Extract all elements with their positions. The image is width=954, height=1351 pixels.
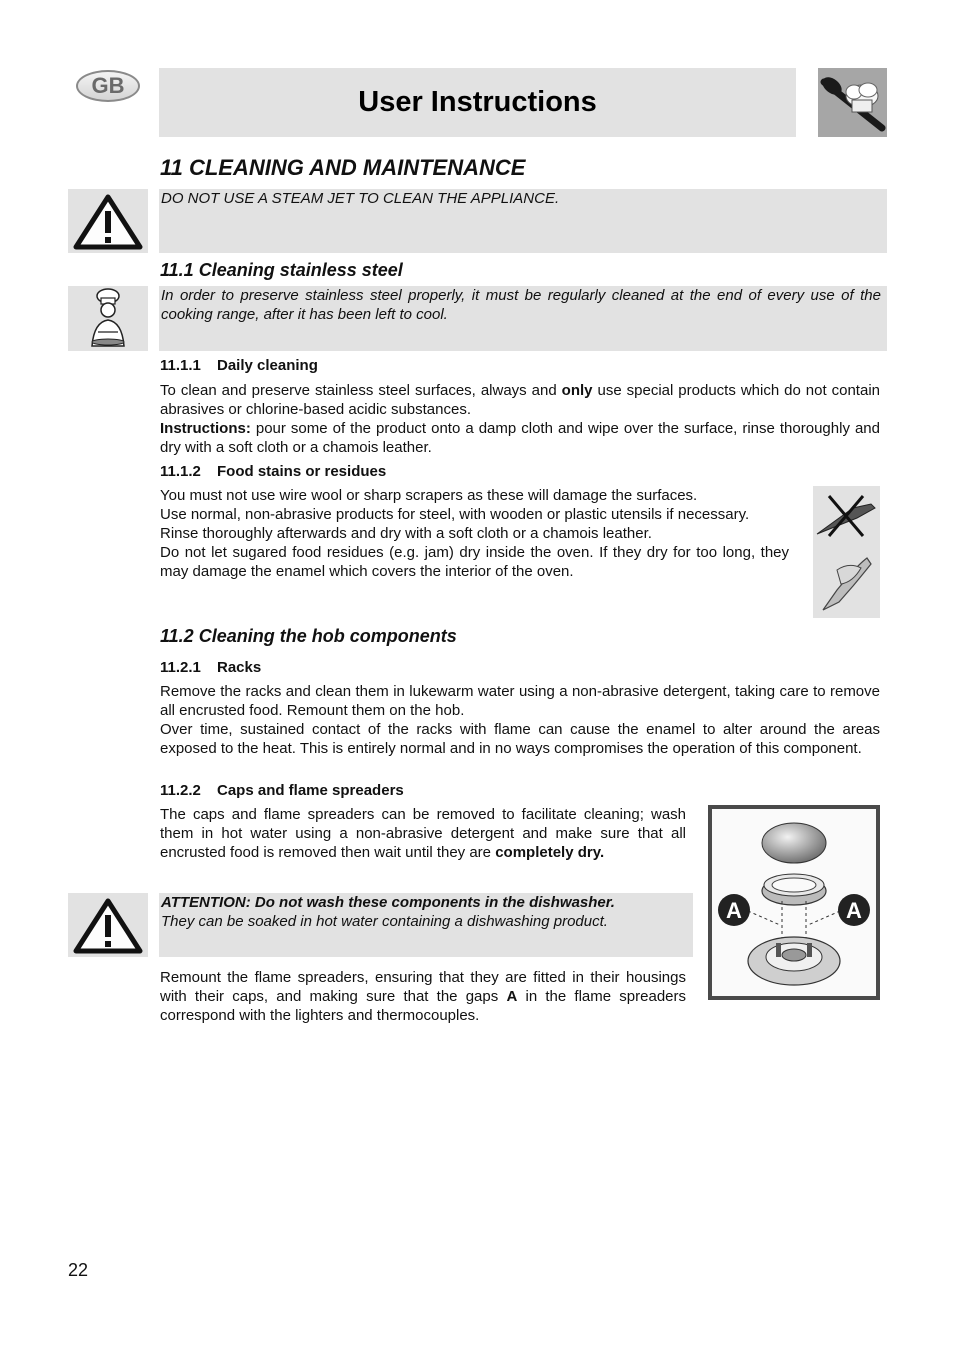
daily-cleaning-body bbox=[160, 381, 880, 457]
chef-hat-spoon-icon bbox=[818, 68, 887, 137]
attention-text: They can be soaked in hot water containing a dishwashing product. bbox=[161, 913, 608, 930]
chef-icon bbox=[68, 286, 148, 351]
paragraph: Use normal, non-abrasive products for steel, with wooden or plastic utensils if necessary. bbox=[160, 506, 750, 523]
page-title: User Instructions bbox=[358, 86, 597, 118]
stainless-note-text: In order to preserve stainless steel properly, it must be regularly cleaned at the end of every use of the cooking range, after it has been left to cool. bbox=[161, 287, 881, 323]
heading-racks bbox=[160, 659, 261, 676]
heading-number: 11.1.1 bbox=[160, 357, 201, 374]
caps-body bbox=[160, 805, 686, 862]
text-run: The caps and flame spreaders can be removed to facilitate cleaning; wash them in hot water using a non-abrasive detergent and make sure that all encrusted food is removed then wait until they are bbox=[160, 806, 686, 861]
text-run: pour some of the product onto a damp cloth and wipe over the surface, rinse thoroughly and dry with a soft cloth or a chamois leather. bbox=[160, 420, 880, 456]
page-number: 22 bbox=[68, 1260, 89, 1280]
heading-text: Daily cleaning bbox=[217, 357, 318, 374]
subsection-title-stainless: 11.1 Cleaning stainless steel bbox=[160, 260, 403, 280]
remount-body bbox=[160, 968, 686, 1025]
paragraph: Over time, sustained contact of the racks with flame can cause the enamel to alter around the areas exposed to the heat. This is entirely normal and in no ways compromises the operation of this component. bbox=[160, 721, 880, 757]
heading-number: 11.2.1 bbox=[160, 659, 201, 676]
steam-warning-text: DO NOT USE A STEAM JET TO CLEAN THE APPLIANCE. bbox=[161, 190, 560, 207]
warning-icon bbox=[68, 189, 148, 253]
gap-label-right: A bbox=[846, 898, 862, 923]
text-run: in the flame spreaders correspond with the lighters and thermocouples. bbox=[160, 988, 686, 1024]
racks-body bbox=[160, 682, 880, 758]
language-badge: GB bbox=[76, 70, 140, 102]
subsection-title-hob: 11.2 Cleaning the hob components bbox=[160, 626, 457, 646]
heading-text: Caps and flame spreaders bbox=[217, 782, 404, 799]
warning-icon bbox=[68, 893, 148, 957]
paragraph: You must not use wire wool or sharp scrapers as these will damage the surfaces. bbox=[160, 487, 698, 504]
bold-run: completely dry. bbox=[495, 844, 605, 861]
heading-number: 11.2.2 bbox=[160, 782, 201, 799]
paragraph bbox=[160, 419, 880, 457]
heading-text: Racks bbox=[217, 659, 262, 676]
gap-label-left: A bbox=[726, 898, 742, 923]
burner-diagram bbox=[708, 805, 880, 1000]
section-title: 11 CLEANING AND MAINTENANCE bbox=[160, 155, 526, 180]
attention-title: ATTENTION: Do not wash these components in the dishwasher. bbox=[161, 894, 615, 911]
heading-caps bbox=[160, 782, 404, 799]
bold-run: A bbox=[506, 988, 518, 1005]
text-run: Remount the flame spreaders, ensuring that they are fitted in their housings with their caps, and making sure that the gaps bbox=[160, 969, 686, 1005]
bold-run: only bbox=[561, 382, 593, 399]
text-run: To clean and preserve stainless steel surfaces, always and bbox=[160, 382, 562, 399]
paragraph bbox=[160, 805, 686, 862]
paragraph: Remove the racks and clean them in lukewarm water using a non-abrasive detergent, taking care to remove all encrusted food. Remount them on the hob. bbox=[160, 683, 880, 719]
stainless-note bbox=[159, 286, 887, 351]
heading-number: 11.1.2 bbox=[160, 463, 201, 480]
heading-food-stains bbox=[160, 463, 386, 480]
dishwasher-attention-note bbox=[159, 893, 693, 957]
food-stains-body bbox=[160, 486, 789, 581]
heading-text: Food stains or residues bbox=[217, 463, 387, 480]
heading-daily-cleaning bbox=[160, 357, 318, 374]
header-band bbox=[159, 68, 796, 137]
paragraph: Do not let sugared food residues (e.g. jam) dry inside the oven. If they dry for too long, they may damage the enamel which covers the interior of the oven. bbox=[160, 544, 789, 580]
text-run: use special products which do not contain abrasives or chlorine-based acidic substances. bbox=[160, 382, 880, 418]
bold-run: Instructions: bbox=[160, 420, 251, 437]
no-sharp-utensils-icon bbox=[813, 486, 880, 618]
paragraph bbox=[160, 381, 880, 419]
paragraph: Rinse thoroughly afterwards and dry with a soft cloth or a chamois leather. bbox=[160, 525, 652, 542]
paragraph bbox=[160, 968, 686, 1025]
steam-warning-note bbox=[159, 189, 887, 253]
